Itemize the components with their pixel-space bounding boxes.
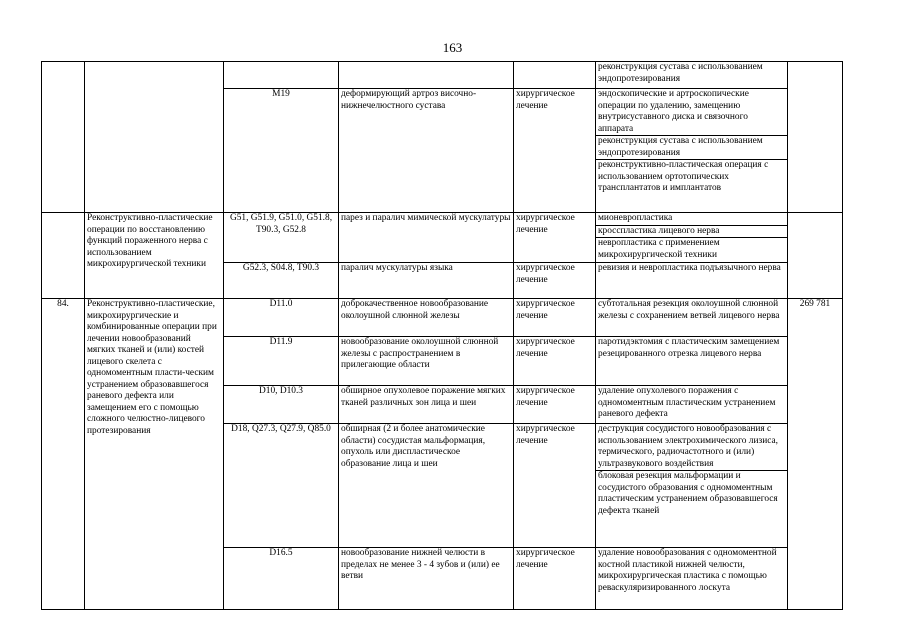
treatment-method: реконструкция сустава с использованием эндопротезирования xyxy=(598,62,763,84)
treatment-type: хирургическое лечение xyxy=(514,548,596,610)
diagnosis-code: D18, Q27.3, Q27.9, Q85.0 xyxy=(224,424,339,548)
cost xyxy=(788,213,843,299)
method-cell xyxy=(596,386,788,424)
diagnosis: обширное опухолевое поражение мягких тканей различных зон лица и шеи xyxy=(339,386,514,424)
treatment-method: реконструкция сустава с использованием эндопротезирования xyxy=(596,136,787,160)
method-cell xyxy=(596,299,788,337)
method-cell xyxy=(596,263,788,299)
treatment-method: паротидэктомия с пластическим замещением резецированного отрезка лицевого нерва xyxy=(598,337,780,359)
diagnosis-code: G51, G51.9, G51.0, G51.8, T90.3, G52.8 xyxy=(224,213,339,263)
method-cell xyxy=(596,548,788,610)
table-row xyxy=(42,62,843,89)
treatment-method: ревизия и невропластика подъязычного нерва xyxy=(598,263,781,273)
treatment-type: хирургическое лечение xyxy=(514,386,596,424)
treatment-method: невропластика с применением микрохирургической техники xyxy=(598,238,720,260)
treatment-method: кросспластика лицевого нерва xyxy=(596,226,787,239)
treatment-method: блоковая резекция мальформации и сосудистого образования с одномоментным пластическим устранением образовавшегося дефекта тканей xyxy=(598,471,778,516)
diagnosis-code: G52.3, S04.8, T90.3 xyxy=(224,263,339,299)
treatment-method: мионевропластика xyxy=(596,213,787,226)
method-cell xyxy=(596,424,788,548)
diagnosis: доброкачественное новообразование околоушной слюнной железы xyxy=(339,299,514,337)
treatment-type: хирургическое лечение xyxy=(514,213,596,263)
medical-services-table xyxy=(41,61,843,610)
treatment-type: хирургическое лечение xyxy=(514,299,596,337)
intervention-name: Реконструктивно-пластические операции по восстановлению функций пораженного нерва с использованием микрохирургической техники xyxy=(85,213,224,299)
table-row xyxy=(42,213,843,263)
method-cell xyxy=(596,337,788,386)
treatment-type: хирургическое лечение xyxy=(514,89,596,213)
diagnosis-code: D11.0 xyxy=(224,299,339,337)
diagnosis-code: D10, D10.3 xyxy=(224,386,339,424)
diagnosis: парез и паралич мимической мускулатуры xyxy=(339,213,514,263)
row-number: 84. xyxy=(42,299,85,610)
intervention-name: Реконструктивно-пластические, микрохирургические и комбинированные операции при лечении новообразований мягких тканей и (или) костей лицевого скелета с одномоментным пласти-ческим устранением образовавшегося раневого дефекта или замещением его с помощью сложного челюстно-лицевого протезирования xyxy=(85,299,224,610)
treatment-method: эндоскопические и артроскопические операции по удалению, замещению внутрисуставного диска и связочного аппарата xyxy=(596,89,787,136)
cost: 269 781 xyxy=(788,299,843,610)
treatment-method: деструкция сосудистого новообразования с использованием электрохимического лизиса, термического, радиочастотного и (или) ультразвукового воздействия xyxy=(596,424,787,471)
page-number: 163 xyxy=(442,40,463,55)
row-number xyxy=(42,213,85,299)
treatment-type xyxy=(514,62,596,89)
row-number xyxy=(42,62,85,213)
diagnosis-code: D16.5 xyxy=(224,548,339,610)
treatment-method: субтотальная резекция околоушной слюнной железы с сохранением ветвей лицевого нерва xyxy=(598,299,780,321)
cost xyxy=(788,62,843,213)
diagnosis-code: M19 xyxy=(224,89,339,213)
method-cell xyxy=(596,62,788,89)
diagnosis: обширная (2 и более анатомические области) сосудистая мальформация, опухоль или диспластическое образование лица и шеи xyxy=(339,424,514,548)
treatment-type: хирургическое лечение xyxy=(514,263,596,299)
intervention-name xyxy=(85,62,224,213)
diagnosis: новообразование околоушной слюнной железы с распространением в прилегающие области xyxy=(339,337,514,386)
diagnosis-code xyxy=(224,62,339,89)
treatment-method: реконструктивно-пластическая операция с использованием ортотопических трансплантатов и имплантатов xyxy=(598,160,769,193)
method-cell xyxy=(596,213,788,263)
diagnosis: деформирующий артроз височно-нижнечелюстного сустава xyxy=(339,89,514,213)
diagnosis-code: D11.9 xyxy=(224,337,339,386)
treatment-method: удаление новообразования с одномоментной костной пластикой нижней челюсти, микрохирургическая пластика с помощью реваскуляризированного лоскута xyxy=(598,548,777,593)
table-row xyxy=(42,299,843,337)
diagnosis: новообразование нижней челюсти в пределах не менее 3 - 4 зубов и (или) ее ветви xyxy=(339,548,514,610)
diagnosis: паралич мускулатуры языка xyxy=(339,263,514,299)
diagnosis xyxy=(339,62,514,89)
method-cell xyxy=(596,89,788,213)
treatment-method: удаление опухолевого поражения с одномоментным пластическим устранением раневого дефекта xyxy=(598,386,776,419)
treatment-type: хирургическое лечение xyxy=(514,337,596,386)
treatment-type: хирургическое лечение xyxy=(514,424,596,548)
